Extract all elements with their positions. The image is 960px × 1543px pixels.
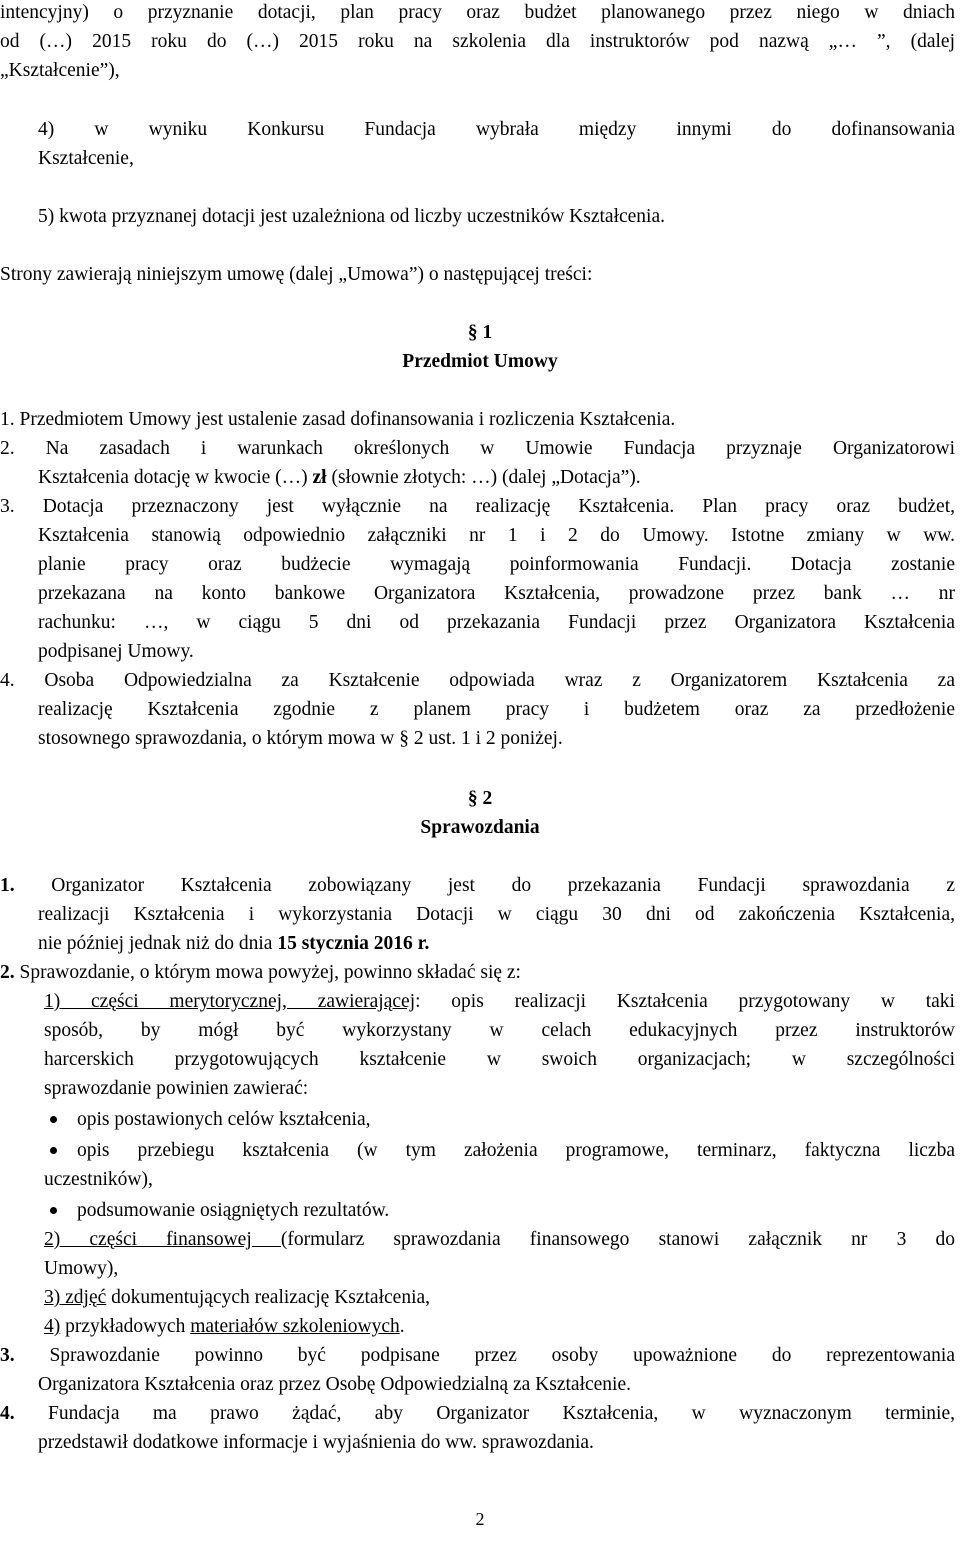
- section-2-sub-1-line-3: harcerskich przygotowujących kształcenie w swoich organizacjach; w szczególności: [44, 1049, 955, 1070]
- section-1-para-3-line-5: rachunku: …, w ciągu 5 dni od przekazania Fundacji przez Organizatora Kształcenia: [38, 612, 955, 633]
- section-2-para-3-line-2: Organizatora Kształcenia oraz przez Osobę Odpowiedzialną za Kształcenie.: [38, 1374, 632, 1395]
- section-2-para-1-line-1: 1. Organizator Kształcenia zobowiązany jest do przekazania Fundacji sprawozdania z: [0, 875, 955, 896]
- section-1-para-2-line-1: 2. Na zasadach i warunkach określonych w Umowie Fundacja przyznaje Organizatorowi: [0, 438, 955, 459]
- section-2-symbol: § 2: [467, 788, 493, 809]
- section-1-para-3-line-1: 3. Dotacja przeznaczony jest wyłącznie na realizację Kształcenia. Plan pracy oraz budżet,: [0, 496, 955, 517]
- intro-item-4-line-2: Kształcenie,: [38, 148, 134, 169]
- section-1-para-4-line-3: stosownego sprawozdania, o którym mowa w § 2 ust. 1 i 2 poniżej.: [38, 728, 563, 749]
- strony-paragraph: Strony zawierają niniejszym umowę (dalej „Umowa”) o następującej treści:: [0, 264, 593, 285]
- section-2-para-2-line-1: 2. Sprawozdanie, o którym mowa powyżej, powinno składać się z:: [0, 962, 521, 983]
- section-2-sub-4: 4) przykładowych materiałów szkoleniowych.: [44, 1316, 405, 1337]
- section-2-para-4-line-1: 4. Fundacja ma prawo żądać, aby Organizator Kształcenia, w wyznaczonym terminie,: [0, 1403, 955, 1424]
- bullet-item-3: podsumowanie osiągniętych rezultatów.: [77, 1200, 390, 1221]
- bullet-dot: [50, 1116, 57, 1123]
- intro-line-2: od (…) 2015 roku do (…) 2015 roku na szkolenia dla instruktorów pod nazwą „… ”, (dalej: [0, 31, 955, 52]
- intro-item-5: 5) kwota przyznanej dotacji jest uzależniona od liczby uczestników Kształcenia.: [38, 206, 665, 227]
- section-2-sub-2-line-2: Umowy),: [44, 1258, 119, 1279]
- section-2-para-1-line-2: realizacji Kształcenia i wykorzystania Dotacji w ciągu 30 dni od zakończenia Kształcenia,: [38, 904, 955, 925]
- section-2-title: Sprawozdania: [420, 817, 540, 838]
- bullet-item-1: opis postawionych celów kształcenia,: [77, 1109, 371, 1130]
- section-1-para-3-line-3: planie pracy oraz budżecie wymagają poinformowania Fundacji. Dotacja zostanie: [38, 554, 955, 575]
- page-number: 2: [475, 1509, 485, 1529]
- section-1-para-3-line-4: przekazana na konto bankowe Organizatora Kształcenia, prowadzone przez bank … nr: [38, 583, 955, 604]
- section-1-para-3-line-2: Kształcenia stanowią odpowiednio załączniki nr 1 i 2 do Umowy. Istotne zmiany w ww.: [38, 525, 955, 546]
- bullet-dot: [50, 1147, 57, 1154]
- section-2-sub-1-line-4: sprawozdanie powinien zawierać:: [44, 1078, 309, 1099]
- bullet-item-2: opis przebiegu kształcenia (w tym założenia programowe, terminarz, faktyczna liczba: [77, 1140, 955, 1161]
- intro-line-3: „Kształcenie”),: [0, 60, 120, 81]
- section-2-sub-3: 3) zdjęć dokumentujących realizację Kształcenia,: [44, 1287, 431, 1308]
- section-1-title: Przedmiot Umowy: [402, 351, 558, 372]
- intro-item-4-line-1: 4) w wyniku Konkursu Fundacja wybrała między innymi do dofinansowania: [38, 119, 955, 140]
- section-2-para-1-line-3: nie później jednak niż do dnia 15 stycznia 2016 r.: [38, 933, 430, 954]
- bullet-item-2-continuation: uczestników),: [44, 1169, 153, 1190]
- section-2-sub-1-line-2: sposób, by mógł być wykorzystany w celach edukacyjnych przez instruktorów: [44, 1020, 955, 1041]
- intro-line-1: intencyjny) o przyznanie dotacji, plan pracy oraz budżet planowanego przez niego w dniach: [0, 2, 955, 23]
- section-1-para-4-line-1: 4. Osoba Odpowiedzialna za Kształcenie odpowiada wraz z Organizatorem Kształcenia za: [0, 670, 955, 691]
- section-2-sub-2-line-1: 2) części finansowej (formularz sprawozdania finansowego stanowi załącznik nr 3 do: [44, 1229, 955, 1250]
- bullet-dot: [50, 1207, 57, 1214]
- section-2-para-4-line-2: przedstawił dodatkowe informacje i wyjaśnienia do ww. sprawozdania.: [38, 1432, 594, 1453]
- section-2-para-3-line-1: 3. Sprawozdanie powinno być podpisane przez osoby upoważnione do reprezentowania: [0, 1345, 955, 1366]
- section-1-symbol: § 1: [467, 322, 493, 343]
- section-1-para-1: 1. Przedmiotem Umowy jest ustalenie zasad dofinansowania i rozliczenia Kształcenia.: [0, 409, 676, 430]
- section-2-sub-1-line-1: 1) części merytorycznej, zawierającej: opis realizacji Kształcenia przygotowany w taki: [44, 991, 955, 1012]
- section-1-para-2-line-2: Kształcenia dotację w kwocie (…) zł (słownie złotych: …) (dalej „Dotacja”).: [38, 467, 641, 488]
- section-1-para-4-line-2: realizację Kształcenia zgodnie z planem pracy i budżetem oraz za przedłożenie: [38, 699, 955, 720]
- section-1-para-3-line-6: podpisanej Umowy.: [38, 641, 194, 662]
